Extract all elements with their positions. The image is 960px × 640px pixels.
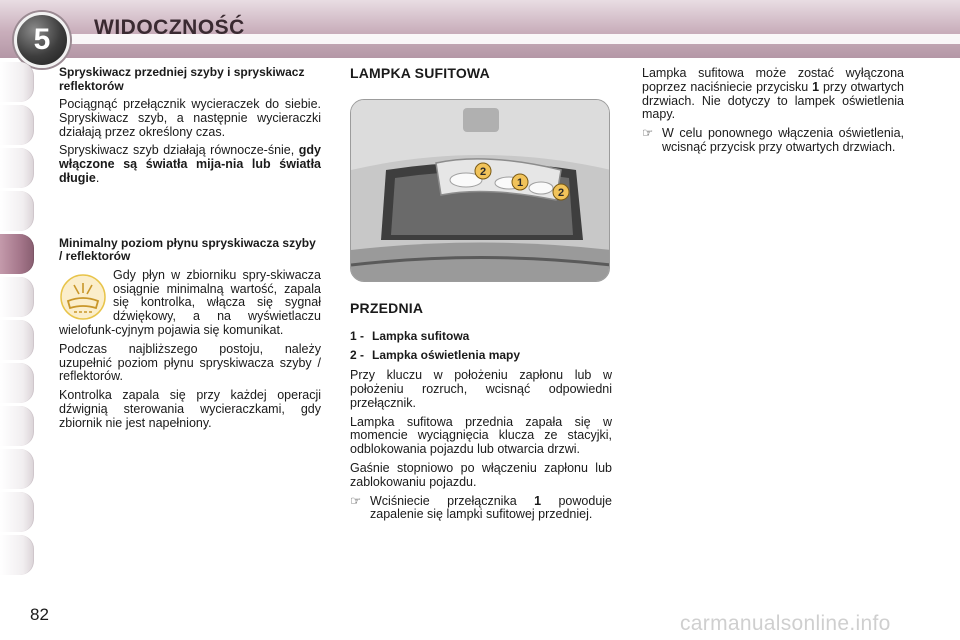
photo-label-right: 2 [557, 186, 565, 199]
chapter-tab-4[interactable] [0, 191, 34, 231]
page-number: 82 [30, 605, 49, 624]
chapter-tab-5-active[interactable] [0, 234, 34, 274]
front-note-end: powoduje zapalenie się lampki sufitowej przedniej. [370, 493, 612, 522]
front-paragraph-2: Lampka sufitowa przednia zapała się w momencie wyciągnięcia klucza ze stacyjki, odblokowania pojazdu lub otwarcia drzwi. [350, 414, 612, 457]
chapter-number-badge: 5 [14, 12, 70, 68]
washer-paragraph-2-start: Spryskiwacz szyb działają równocze-śnie, [59, 143, 295, 158]
courtesy-lamp-photo [350, 99, 610, 282]
washer-fluid-warning-icon [59, 273, 107, 321]
pointing-hand-icon: ☞ [350, 493, 362, 508]
front-note-start: Wciśniecie przełącznika [370, 493, 517, 508]
column-right [642, 67, 904, 160]
chapter-title: WIDOCZNOŚĆ [94, 16, 245, 39]
switch-off-bold: 1 [812, 79, 820, 94]
chapter-tab-6[interactable] [0, 277, 34, 317]
switch-on-note [642, 127, 904, 155]
watermark: carmanualsonline.info [680, 612, 891, 635]
courtesy-lamp-title: LAMPKA SUFITOWA [350, 65, 490, 81]
front-note [350, 495, 612, 523]
switch-off-paragraph [642, 67, 904, 122]
chapter-tab-9[interactable] [0, 406, 34, 446]
fluid-level-heading: Minimalny poziom płynu spryskiwacza szyby / reflektorów [59, 235, 316, 264]
chapter-tab-7[interactable] [0, 320, 34, 360]
column-left [59, 66, 321, 436]
courtesy-lamp-illustration [351, 100, 610, 282]
washer-heading: Spryskiwacz przedniej szyby i spryskiwacz reflektorów [59, 65, 305, 93]
photo-label-center: 1 [516, 176, 524, 189]
front-section-title: PRZEDNIA [350, 299, 424, 316]
fluid-paragraph-refill: Podczas najbliższego postoju, należy uzupełnić poziom płynu spryskiwacza szyby / reflektorów. [59, 341, 321, 384]
chapter-tab-10[interactable] [0, 449, 34, 489]
legend-item-2-number: 2 - [350, 348, 365, 363]
chapter-tab-1[interactable] [0, 62, 34, 102]
switch-off-start: Lampka sufitowa może zostać wyłączona poprzez naciśniecie przycisku [642, 66, 904, 94]
front-note-bold: 1 [534, 493, 542, 508]
pointing-hand-icon: ☞ [642, 126, 654, 141]
chapter-tab-12[interactable] [0, 535, 34, 575]
chapter-tab-3[interactable] [0, 148, 34, 188]
chapter-tab-8[interactable] [0, 363, 34, 403]
switch-on-note-text: W celu ponownego włączenia oświetlenia, wcisnąć przycisk przy otwartych drzwiach. [662, 126, 904, 154]
column-middle [350, 67, 612, 527]
fluid-warning-text: Gdy płyn w zbiorniku spry-skiwacza osiągnie minimalną wartość, zapala się kontrolka, włącza się sygnał dźwiękowy, a na wyświetlaczu wielofunk-cyjnym pojawia się komunikat. [59, 268, 321, 337]
front-paragraph-1: Przy kluczu w położeniu zapłonu lub w położeniu rozruch, wcisnąć odpowiedni przełącznik. [350, 368, 612, 410]
washer-paragraph-2-end: . [95, 170, 100, 185]
legend-item-1-label: Lampka sufitowa [372, 328, 470, 343]
fluid-paragraph-indicator: Kontrolka zapala się przy każdej operacji dźwignią sterowania wycieraczkami, gdy zbiornik nie jest napełniony. [59, 388, 321, 430]
legend-item-1 [350, 330, 612, 344]
chapter-tab-11[interactable] [0, 492, 34, 532]
chapter-tabs [0, 62, 34, 578]
front-paragraph-3: Gaśnie stopniowo po włączeniu zapłonu lub zablokowaniu pojazdu. [350, 460, 612, 489]
washer-paragraph-1: Pociągnąć przełącznik wycieraczek do siebie. Spryskiwacz szyb, a następnie wycieraczki działają przez określony czas. [59, 97, 321, 139]
washer-paragraph-2-bold: gdy włączone są światła mija-nia lub światła długie [59, 143, 321, 185]
switch-off-end: przy otwartych drzwiach. Nie dotyczy to lampek oświetlenia mapy. [642, 79, 904, 122]
washer-paragraph-2 [59, 144, 321, 185]
legend-item-2-label: Lampka oświetlenia mapy [372, 348, 521, 363]
legend-item-1-number: 1 - [350, 328, 365, 343]
fluid-warning-block [59, 269, 321, 343]
legend-item-2 [350, 349, 612, 363]
chapter-tab-2[interactable] [0, 105, 34, 145]
photo-label-left: 2 [479, 165, 487, 178]
